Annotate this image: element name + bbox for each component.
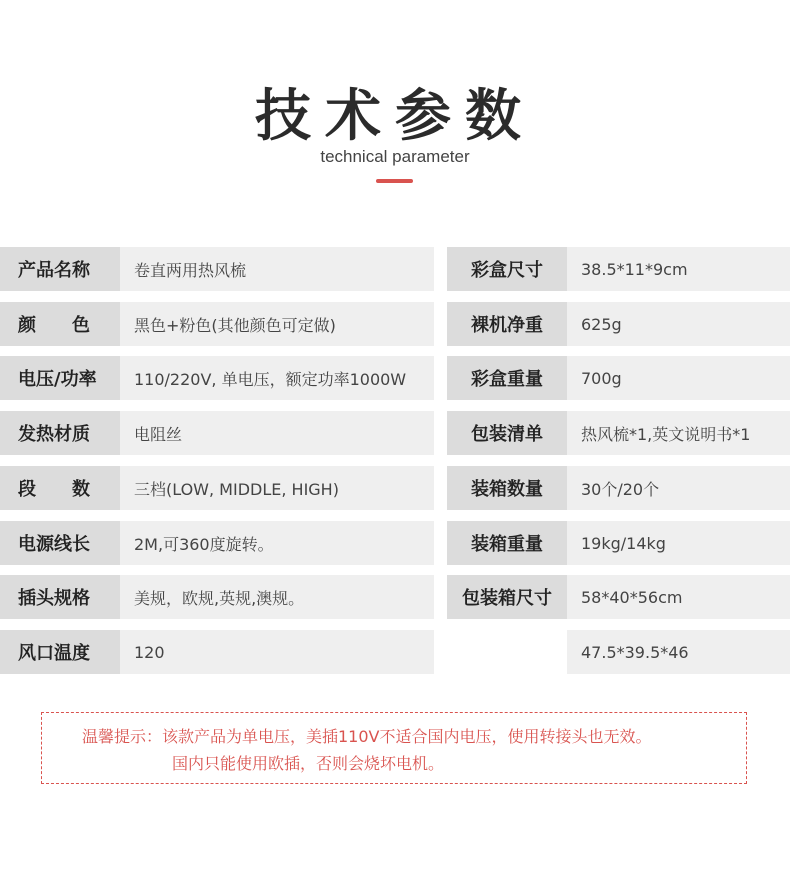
spec-value: 2M,可360度旋转。 (120, 521, 434, 565)
spec-row-cord-length (0, 521, 434, 565)
spec-row-package-list (447, 411, 790, 455)
spec-value: 38.5*11*9cm (567, 247, 790, 291)
spec-label: 电源线长 (0, 521, 120, 565)
spec-row-product-name (0, 247, 434, 291)
spec-value: 美规，欧规,英规,澳规。 (120, 575, 434, 619)
spec-value: 热风梳*1,英文说明书*1 (567, 411, 790, 455)
spec-row-net-weight (447, 302, 790, 346)
spec-row-heating-material (0, 411, 434, 455)
spec-row-color (0, 302, 434, 346)
spec-row-box-weight (447, 356, 790, 400)
spec-value: 卷直两用热风梳 (120, 247, 434, 291)
spec-value: 700g (567, 356, 790, 400)
spec-label: 彩盒重量 (447, 356, 567, 400)
notice-line-1: 温馨提示：该款产品为单电压，美插110V不适合国内电压，使用转接头也无效。 (82, 727, 652, 746)
page-title: 技术参数 (255, 84, 535, 149)
spec-label: 包装清单 (447, 411, 567, 455)
spec-value: 110/220V, 单电压，额定功率1000W (120, 356, 434, 400)
spec-row-carton-size (447, 575, 790, 619)
spec-label: 裸机净重 (447, 302, 567, 346)
spec-label: 装箱数量 (447, 466, 567, 510)
spec-value: 电阻丝 (120, 411, 434, 455)
spec-label: 装箱重量 (447, 521, 567, 565)
spec-row-voltage-power (0, 356, 434, 400)
spec-value: 120 (120, 630, 434, 674)
spec-label: 风口温度 (0, 630, 120, 674)
page-subtitle: technical parameter (320, 147, 470, 166)
spec-value: 47.5*39.5*46 (567, 630, 790, 674)
spec-value: 三档(LOW, MIDDLE, HIGH) (120, 466, 434, 510)
spec-value: 30个/20个 (567, 466, 790, 510)
spec-row-carton-weight (447, 521, 790, 565)
spec-row-speed-levels (0, 466, 434, 510)
spec-row-outlet-temperature (0, 630, 434, 674)
spec-label: 产品名称 (0, 247, 120, 291)
spec-label: 包装箱尺寸 (447, 575, 567, 619)
spec-row-plug-type (0, 575, 434, 619)
spec-label: 发热材质 (0, 411, 120, 455)
spec-label: 颜 色 (0, 302, 120, 346)
spec-label: 彩盒尺寸 (447, 247, 567, 291)
spec-value: 58*40*56cm (567, 575, 790, 619)
spec-value: 黑色+粉色(其他颜色可定做) (120, 302, 434, 346)
title-accent-bar (376, 179, 413, 183)
spec-label: 电压/功率 (0, 356, 120, 400)
spec-label-empty (447, 630, 567, 674)
notice-line-2: 国内只能使用欧插，否则会烧坏电机。 (172, 754, 445, 773)
spec-label: 插头规格 (0, 575, 120, 619)
spec-label: 段 数 (0, 466, 120, 510)
warning-notice-box (41, 712, 747, 784)
spec-value: 19kg/14kg (567, 521, 790, 565)
spec-row-carton-size-alt (447, 630, 790, 674)
spec-value: 625g (567, 302, 790, 346)
spec-row-carton-quantity (447, 466, 790, 510)
spec-row-box-size (447, 247, 790, 291)
